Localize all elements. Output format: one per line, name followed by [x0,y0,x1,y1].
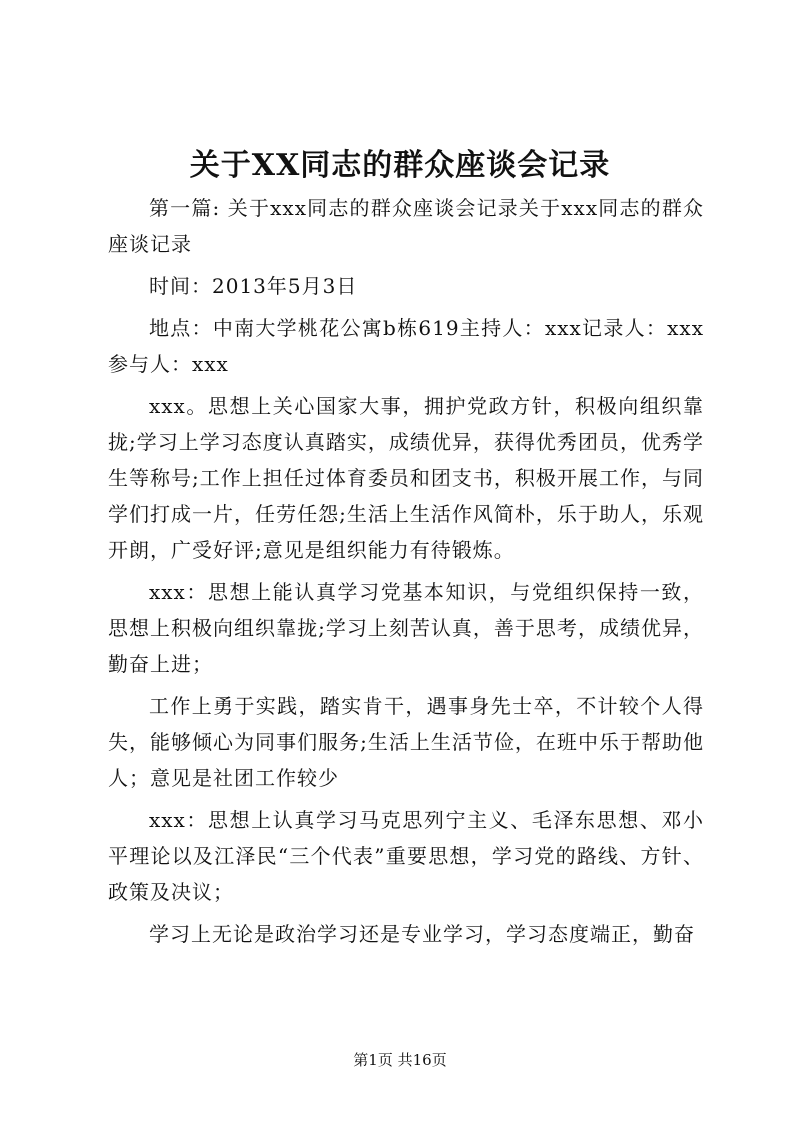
document-title: 关于XX同志的群众座谈会记录 [189,148,611,183]
paragraph: 学习上无论是政治学习还是专业学习，学习态度端正，勤奋 [149,922,695,946]
paragraph: 第一篇: 关于xxx同志的群众座谈会记录关于xxx同志的群众座谈记录 [108,196,704,256]
document-body [108,190,704,958]
paragraph: xxx：思想上认真学习马克思列宁主义、毛泽东思想、邓小平理论以及江泽民“三个代表”重要思想，学习党的路线、方针、政策及决议； [108,808,704,904]
paragraph: 工作上勇于实践，踏实肯干，遇事身先士卒，不计较个人得失，能够倾心为同事们服务;生活上生活节俭，在班中乐于帮助他人；意见是社团工作较少 [108,694,704,790]
paragraph: xxx：思想上能认真学习党基本知识，与党组织保持一致，思想上积极向组织靠拢;学习上刻苦认真，善于思考，成绩优异，勤奋上进； [108,580,704,676]
paragraph: 地点：中南大学桃花公寓b栋619主持人：xxx记录人：xxx参与人：xxx [108,316,704,376]
paragraph: 时间：2013年5月3日 [149,274,358,298]
page-number-footer: 第1页 共16页 [353,1051,447,1069]
paragraph: xxx。思想上关心国家大事，拥护党政方针，积极向组织靠拢;学习上学习态度认真踏实，成绩优异，获得优秀团员，优秀学生等称号;工作上担任过体育委员和团支书，积极开展工作，与同学们打成一片，任劳任怨;生活上生活作风简朴，乐于助人，乐观开朗，广受好评;意见是组织能力有待锻炼。 [108,394,704,562]
